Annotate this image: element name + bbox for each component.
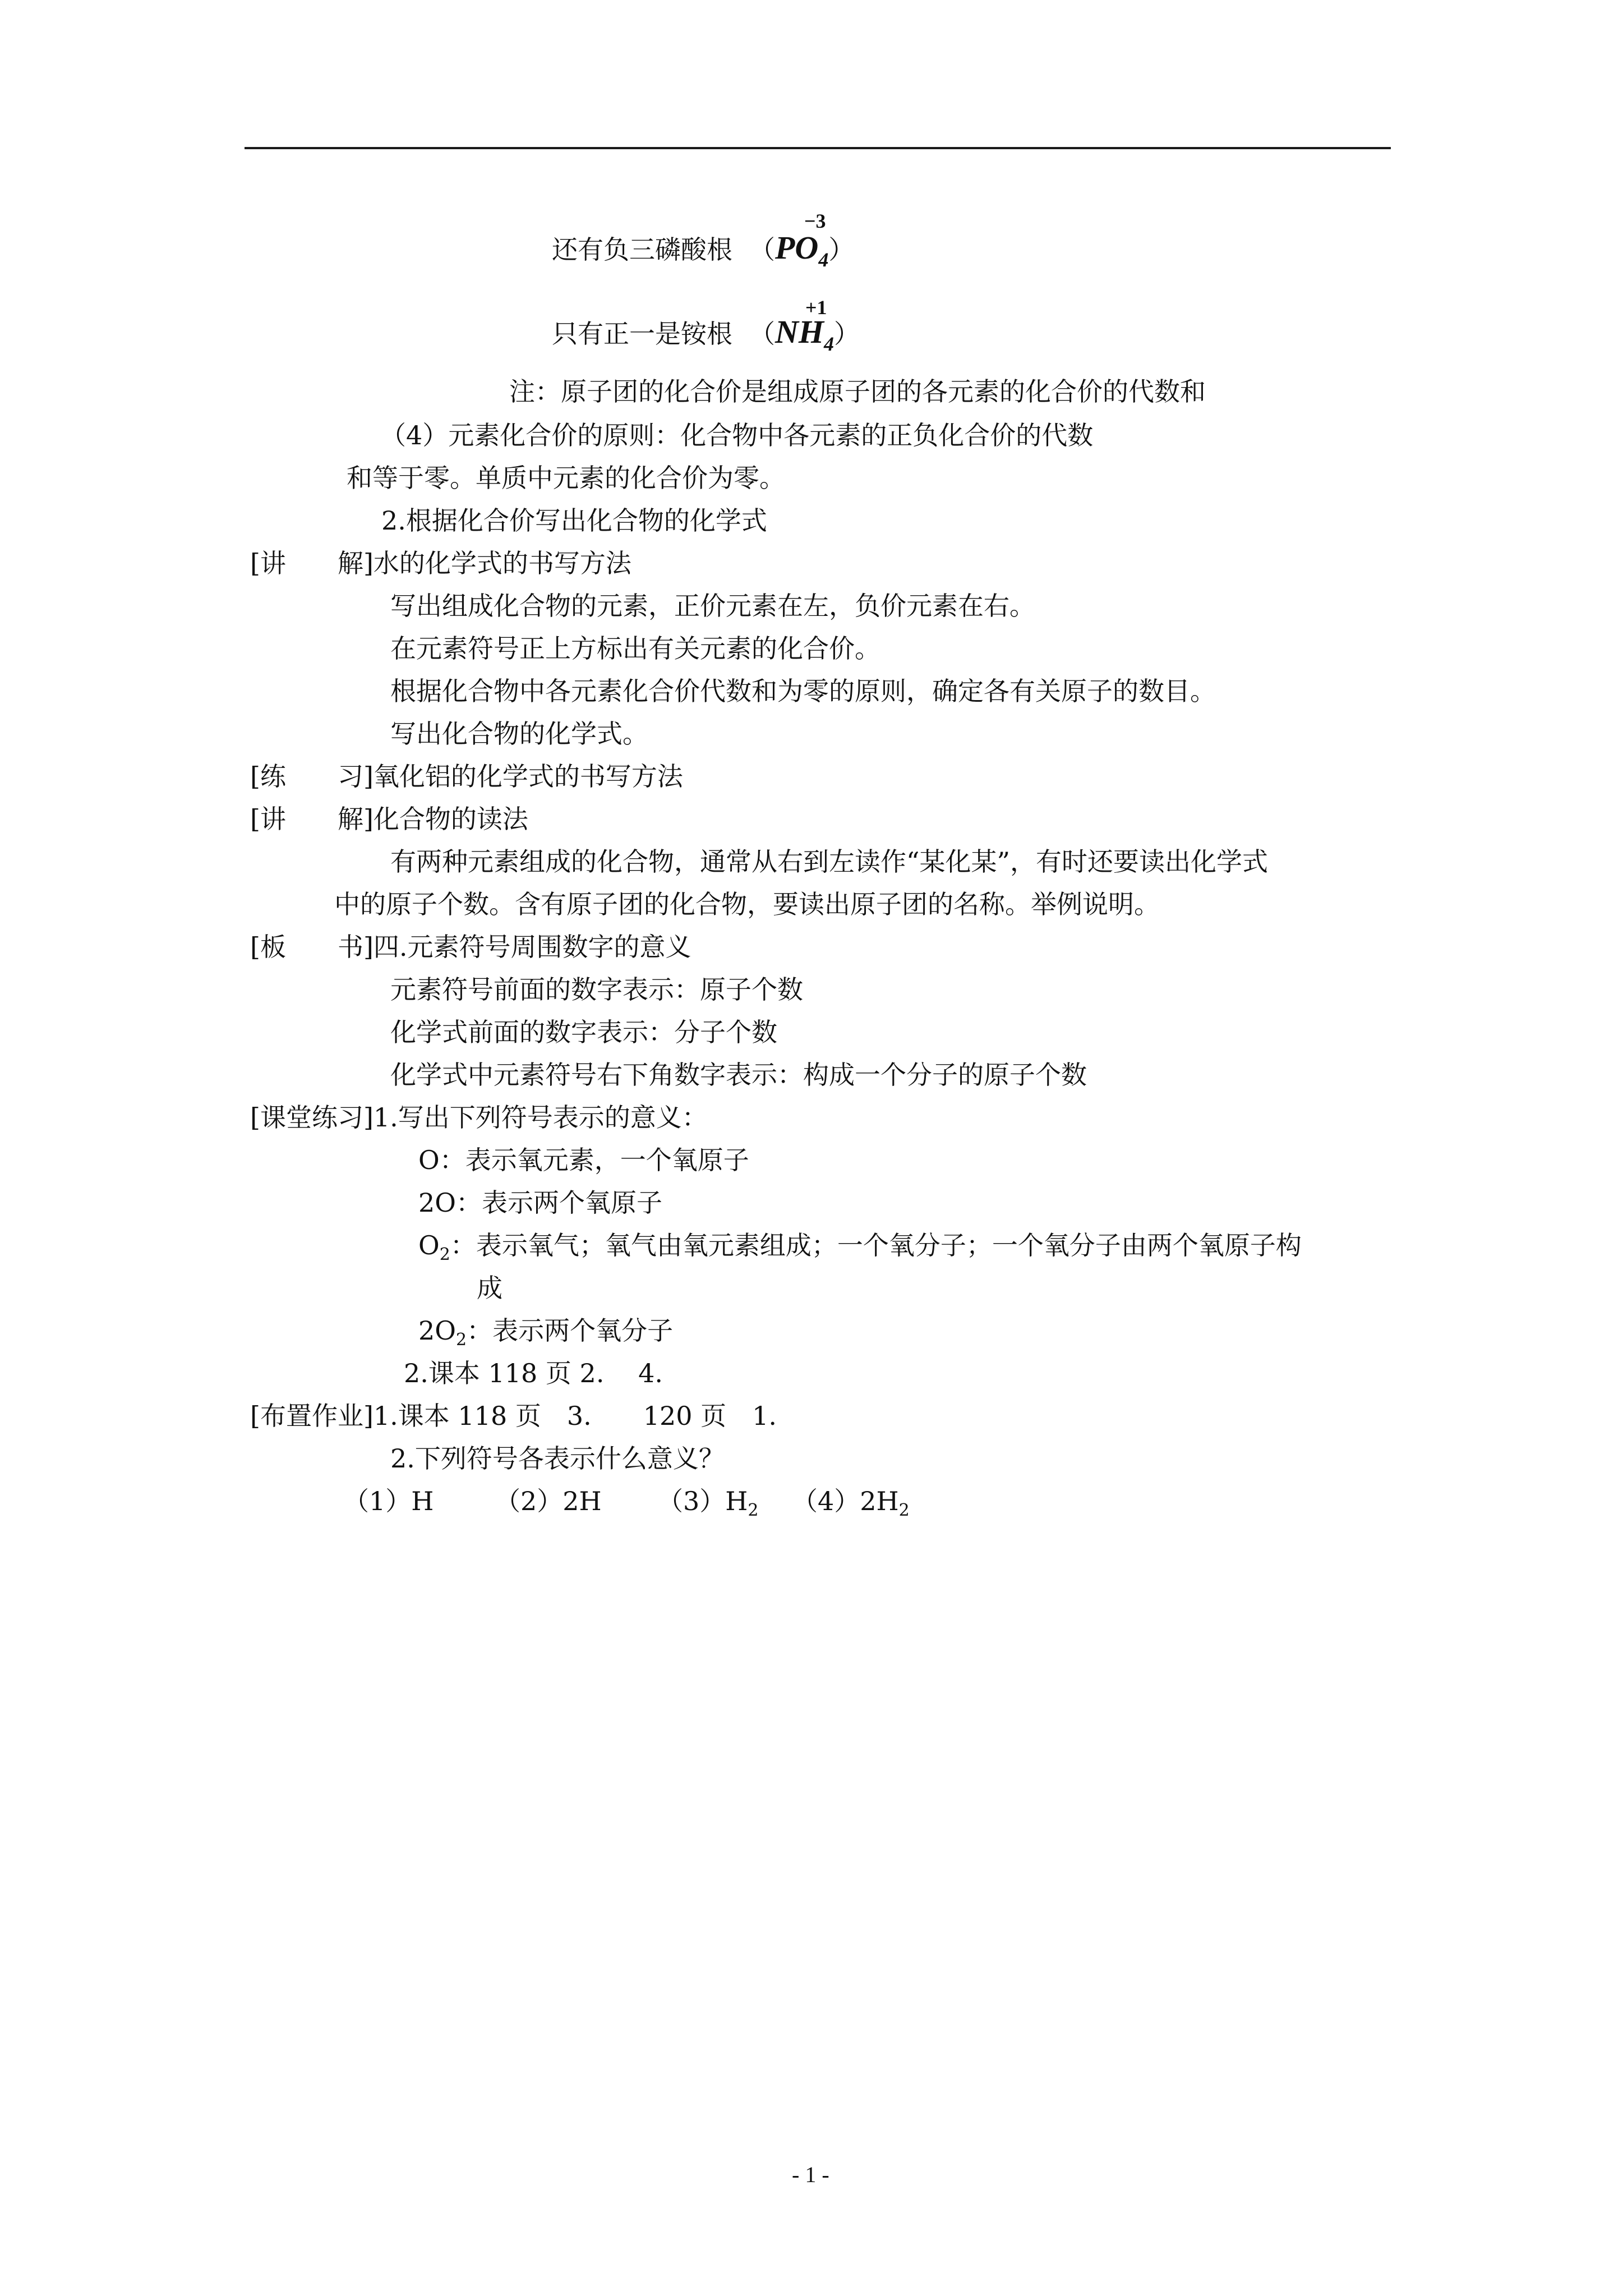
note-text: 注：原子团的化合价是组成原子团的各元素的化合价的代数和 [509,376,1206,407]
symbol-2h2: $(4)2H_2$ [792,1486,910,1520]
lecture-1 [250,546,631,580]
symbol-h2: $(3)H_2$ [657,1486,759,1520]
page-number: - 1 - [792,2162,829,2187]
ammonium-label: 只有正一是铵根 [552,319,732,349]
homework-symbols [343,1484,910,1520]
homework [250,1399,777,1433]
phosphate-label: 还有负三磷酸根 [552,234,732,265]
practice-tag: [练 习] [250,761,374,792]
lecture-2-tag: [讲 解] [250,804,374,834]
lecture-1-tag: [讲 解] [250,548,374,578]
rule-line-1: （4）元素化合价的原则：化合物中各元素的正负化合价的代数 [380,420,1094,450]
board [250,930,691,964]
board-item: 元素符号前面的数字表示：原子个数 [390,974,803,1005]
ammonium-formula: $NH_4$ [775,314,834,355]
ammonium-line: 只有正一是铵根 $(NH_4)$ [552,314,860,355]
homework-item-2: 2.下列符号各表示什么意义？ [390,1443,725,1474]
classwork-2o: 2O：表示两个氧原子 [418,1188,662,1218]
phosphate-formula: $PO_4$ [775,229,829,271]
lecture-2-line-2: 中的原子个数。含有原子团的化合物，要读出原子团的名称。举例说明。 [334,889,1160,919]
header-rule [245,147,1391,149]
lecture-1-step: 在元素符号正上方标出有关元素的化合价。 [390,633,880,664]
rule-line-2: 和等于零。单质中元素的化合价为零。 [347,463,785,493]
board-tag: [板 书] [250,932,374,962]
classwork-o2-cont: 成 [477,1273,502,1303]
classwork-o2: $O_2$：表示氧气；氧气由氧元素组成；一个氧分子；一个氧分子由两个氧原子构 [418,1230,1302,1264]
classwork-item-2: 2.课本 118 页 2. 4. [404,1358,663,1388]
practice-title: 氧化铝的化学式的书写方法 [373,761,683,792]
practice [250,760,683,793]
phosphate-charge: −3 [804,210,826,232]
symbol-2h: （2）2H [495,1486,602,1516]
lecture-1-step: 根据化合物中各元素化合价代数和为零的原则，确定各有关原子的数目。 [390,676,1216,706]
board-item: 化学式中元素符号右下角数字表示：构成一个分子的原子个数 [390,1060,1087,1090]
symbol-h: （1）H [343,1486,434,1516]
homework-tag: [布置作业] [250,1401,374,1431]
board-item: 化学式前面的数字表示：分子个数 [390,1017,777,1047]
classwork-2o2: $2O_2$：表示两个氧分子 [418,1315,674,1350]
section-2-heading: 2.根据化合价写出化合物的化学式 [381,505,767,536]
homework-item-1: 1.课本 118 页 3. 120 页 1. [373,1401,777,1431]
ammonium-charge: +1 [805,296,827,319]
lecture-2 [250,802,528,836]
board-title: 四.元素符号周围数字的意义 [373,932,691,962]
lecture-2-title: 化合物的读法 [373,804,528,834]
phosphate-line: 还有负三磷酸根 $(PO_4)$ [552,229,855,271]
classwork-title: 1.写出下列符号表示的意义： [373,1102,708,1133]
lecture-1-title: 水的化学式的书写方法 [373,548,631,578]
lecture-1-step: 写出组成化合物的元素，正价元素在左，负价元素在右。 [390,591,1035,621]
classwork [250,1101,708,1134]
lecture-1-step: 写出化合物的化学式。 [390,719,648,749]
classwork-o: O：表示氧元素，一个氧原子 [418,1145,749,1175]
classwork-tag: [课堂练习] [250,1102,374,1133]
lecture-2-line-1: 有两种元素组成的化合物，通常从右到左读作“某化某”，有时还要读出化学式 [390,846,1269,877]
